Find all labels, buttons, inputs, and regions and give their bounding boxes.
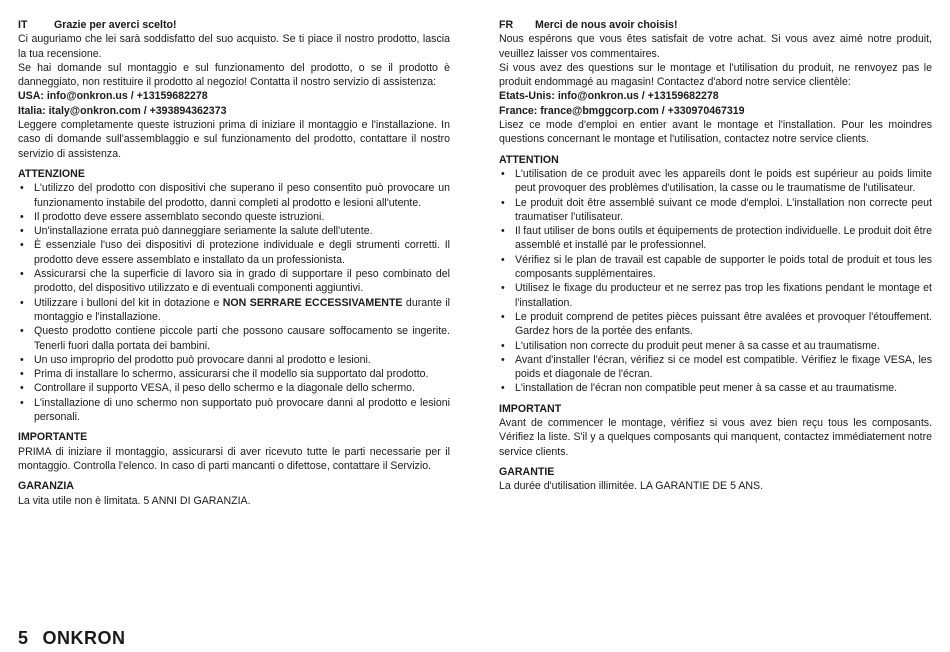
fr-heading — [499, 18, 932, 32]
it-intro-1: Ci auguriamo che lei sarà soddisfatto del suo acquisto. Se ti piace il nostro prodotto, lascia la tua recensione. — [18, 33, 450, 60]
list-item: • Un'installazione errata può danneggiare seriamente la salute dell'utente. — [20, 225, 373, 238]
list-item: • L'utilisation non correcte du produit peut mener à sa casse et au traumatisme. — [501, 339, 880, 352]
list-item: • Prima di installare lo schermo, assicurarsi che il modello sia supportato dal prodotto. — [20, 368, 429, 381]
list-item: • L'installazione di uno schermo non supportato può provocare danni al prodotto e lesioni personali. — [20, 396, 450, 424]
list-item: • Utilisez le fixage du producteur et ne serrez pas trop les fixations pendant le montage et l'installation. — [501, 282, 932, 309]
italian-column — [18, 18, 450, 508]
fr-language-code: FR — [499, 19, 514, 31]
it-read-first: Leggere completamente queste istruzioni prima di iniziare il montaggio e l'installazione. In caso di domande sull'assemblaggio e sul funzionamento del prodotto, contattare il nostro servizio di assistenza. — [18, 119, 450, 160]
it-important-text: PRIMA di iniziare il montaggio, assicurarsi di aver ricevuto tutte le parti necessarie per il montaggio. Controlla l'elenco. In caso di parti mancanti o difettose, contattare il Servizio. — [18, 445, 450, 472]
fr-important-heading: IMPORTANT — [499, 402, 562, 415]
it-attention-heading: ATTENZIONE — [18, 167, 85, 180]
list-item: • Assicurarsi che la superficie di lavoro sia in grado di supportare il peso combinato del prodotto, del dispositivo utilizzato e di eventuali componenti aggiuntivi. — [20, 268, 450, 295]
page-number: 5 — [18, 628, 29, 648]
fr-read-first: Lisez ce mode d'emploi en entier avant le montage et l'installation. Pour les moindres questions concernant le montage et l'utilisation, contactez notre service clients. — [499, 119, 932, 146]
fr-important-text: Avant de commencer le montage, vérifiez si vous avez bien reçu tous les composants. Vérifiez la liste. S'il y a quelques composants qui manquent, contactez immédiatement notre service clients. — [499, 417, 932, 458]
it-intro-2: Se hai domande sul montaggio e sul funzionamento del prodotto, o se il prodotto è danneggiato, non restituire il prodotto al negozio! Contatta il nostro servizio di assistenza: — [18, 61, 450, 89]
list-item: • Un uso improprio del prodotto può provocare danni al prodotto e lesioni. — [20, 353, 371, 366]
fr-contact-france: France: france@bmggcorp.com / +330970467319 — [499, 104, 745, 117]
it-important-heading: IMPORTANTE — [18, 431, 88, 444]
fr-attention-heading: ATTENTION — [499, 153, 559, 166]
list-item: • Vérifiez si le plan de travail est capable de supporter le poids total de produit et tous les composants supplémentaires. — [501, 253, 932, 281]
french-column — [499, 18, 932, 494]
list-item: • L'installation de l'écran non compatible peut mener à sa casse et au traumatisme. — [501, 382, 898, 395]
it-contact-italia: Italia: italy@onkron.com / +393894362373 — [18, 104, 227, 117]
fr-attention-list — [499, 167, 932, 396]
fr-warranty-heading: GARANTIE — [499, 465, 555, 478]
fr-intro-1: Nous espérons que vous êtes satisfait de votre achat. Si vous avez aimé notre produit, veuillez laisser vos commentaires. — [499, 33, 932, 60]
it-attention-list — [18, 181, 450, 424]
list-item: • Il faut utiliser de bons outils et équipements de protection individuelle. Le produit doit être assemblé et installé par le professionnel. — [501, 225, 932, 252]
it-warranty-text: La vita utile non è limitata. 5 ANNI DI GARANZIA. — [18, 494, 251, 507]
list-item: • Utilizzare i bulloni del kit in dotazione e NON SERRARE ECCESSIVAMENTE durante il montaggio e l'installazione. — [20, 296, 450, 323]
fr-intro-2: Si vous avez des questions sur le montage et l'utilisation du produit, ne renvoyez pas le produit endommagé au magasin! Contactez d'abord notre service clientèle: — [499, 61, 932, 89]
it-heading — [18, 18, 450, 32]
brand-logo: ONKRON — [42, 628, 126, 648]
it-contact-usa: USA: info@onkron.us / +13159682278 — [18, 90, 208, 103]
fr-title: Merci de nous avoir choisis! — [535, 19, 678, 31]
list-item: • L'utilizzo del prodotto con dispositivi che superano il peso consentito può provocare un funzionamento instabile del prodotto, danni completi al prodotto e lesioni all'utente. — [20, 182, 450, 209]
list-item: • Controllare il supporto VESA, il peso dello schermo e la diagonale dello schermo. — [20, 382, 415, 395]
it-language-code: IT — [18, 19, 28, 31]
list-item: • Avant d'installer l'écran, vérifiez si ce model est compatible. Vérifiez le fixage VESA, les poids et diagonale de l'écran. — [501, 353, 932, 381]
list-item: • Le produit doit être assemblé suivant ce mode d'emploi. L'installation non correcte peut traumatiser l'utilisateur. — [501, 196, 932, 223]
fr-contact-usa: Etats-Unis: info@onkron.us / +13159682278 — [499, 90, 719, 103]
list-item: • È essenziale l'uso dei dispositivi di protezione individuale e degli strumenti corretti. Il prodotto deve essere assemblato e installato da un professionista. — [20, 239, 450, 266]
list-item: • Le produit comprend de petites pièces puissant être avalées et provoquer l'étouffement. Gardez hors de la portée des enfants. — [501, 310, 932, 338]
list-item: • Il prodotto deve essere assemblato secondo queste istruzioni. — [20, 210, 325, 223]
page-footer — [18, 628, 126, 649]
fr-warranty-text: La durée d'utilisation illimitée. LA GARANTIE DE 5 ANS. — [499, 480, 764, 493]
list-item: • L'utilisation de ce produit avec les appareils dont le poids est supérieur au poids limite peut provoquer des problèmes d'utilisation, la casse ou le traumatisme de l'utilisateur. — [501, 167, 932, 195]
it-warranty-heading: GARANZIA — [18, 480, 74, 493]
list-item: • Questo prodotto contiene piccole parti che possono causare soffocamento se ingerite. Tenerli fuori dalla portata dei bambini. — [20, 325, 450, 352]
it-title: Grazie per averci scelto! — [54, 19, 177, 31]
